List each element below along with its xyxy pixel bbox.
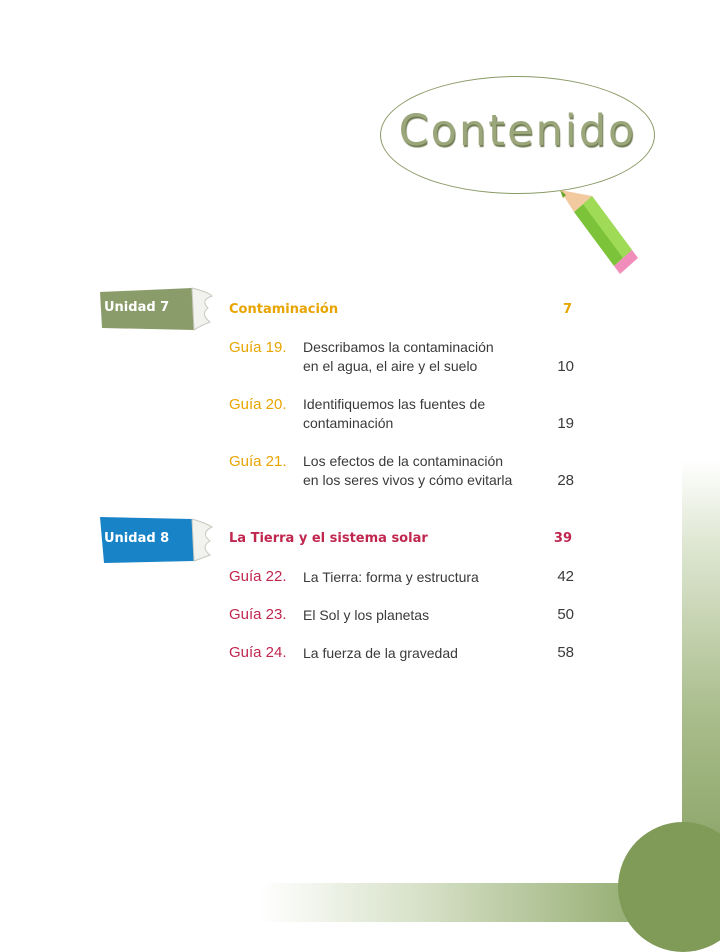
guide-24-label: Guía 24. (229, 644, 287, 661)
guide-19-line-1: Describamos la contaminación (303, 339, 494, 355)
guide-19-label: Guía 19. (229, 339, 287, 356)
guide-20-line-2: contaminación (303, 415, 394, 431)
guide-22-text (303, 568, 543, 587)
guide-21-page: 28 (557, 472, 574, 489)
unit-7-tab (96, 286, 218, 332)
page-title: Contenido (398, 106, 637, 156)
guide-21-line-2: en los seres vivos y cómo evitarla (303, 472, 513, 488)
guide-21-text (303, 452, 543, 490)
unit-8-title: La Tierra y el sistema solar (229, 531, 428, 546)
unit-8-tab (96, 515, 218, 561)
guide-20-line-1: Identifiquemos las fuentes de (303, 396, 486, 412)
unit-8-label: Unidad 8 (104, 531, 170, 546)
guide-20-label: Guía 20. (229, 396, 287, 413)
guide-19-text (303, 338, 543, 376)
guide-24-page: 58 (557, 644, 574, 661)
guide-19-page: 10 (557, 358, 574, 375)
unit-7-page: 7 (562, 302, 572, 317)
guide-21-label: Guía 21. (229, 453, 287, 470)
unit-7-label: Unidad 7 (104, 300, 170, 315)
guide-19-line-2: en el agua, el aire y el suelo (303, 358, 478, 374)
guide-22-line-1: La Tierra: forma y estructura (303, 569, 479, 585)
guide-23-line-1: El Sol y los planetas (303, 607, 430, 623)
pencil-icon (548, 186, 638, 276)
guide-24-line-1: La fuerza de la gravedad (303, 645, 458, 661)
background-corner-circle (618, 822, 720, 952)
guide-24-text (303, 644, 543, 663)
guide-23-page: 50 (557, 606, 574, 623)
unit-7-title: Contaminación (229, 302, 339, 317)
guide-23-label: Guía 23. (229, 606, 287, 623)
guide-23-text (303, 606, 543, 625)
guide-21-line-1: Los efectos de la contaminación (303, 453, 504, 469)
guide-20-page: 19 (557, 415, 574, 432)
unit-8-page: 39 (553, 531, 572, 546)
guide-22-page: 42 (557, 568, 574, 585)
guide-22-label: Guía 22. (229, 568, 287, 585)
guide-20-text (303, 395, 543, 433)
